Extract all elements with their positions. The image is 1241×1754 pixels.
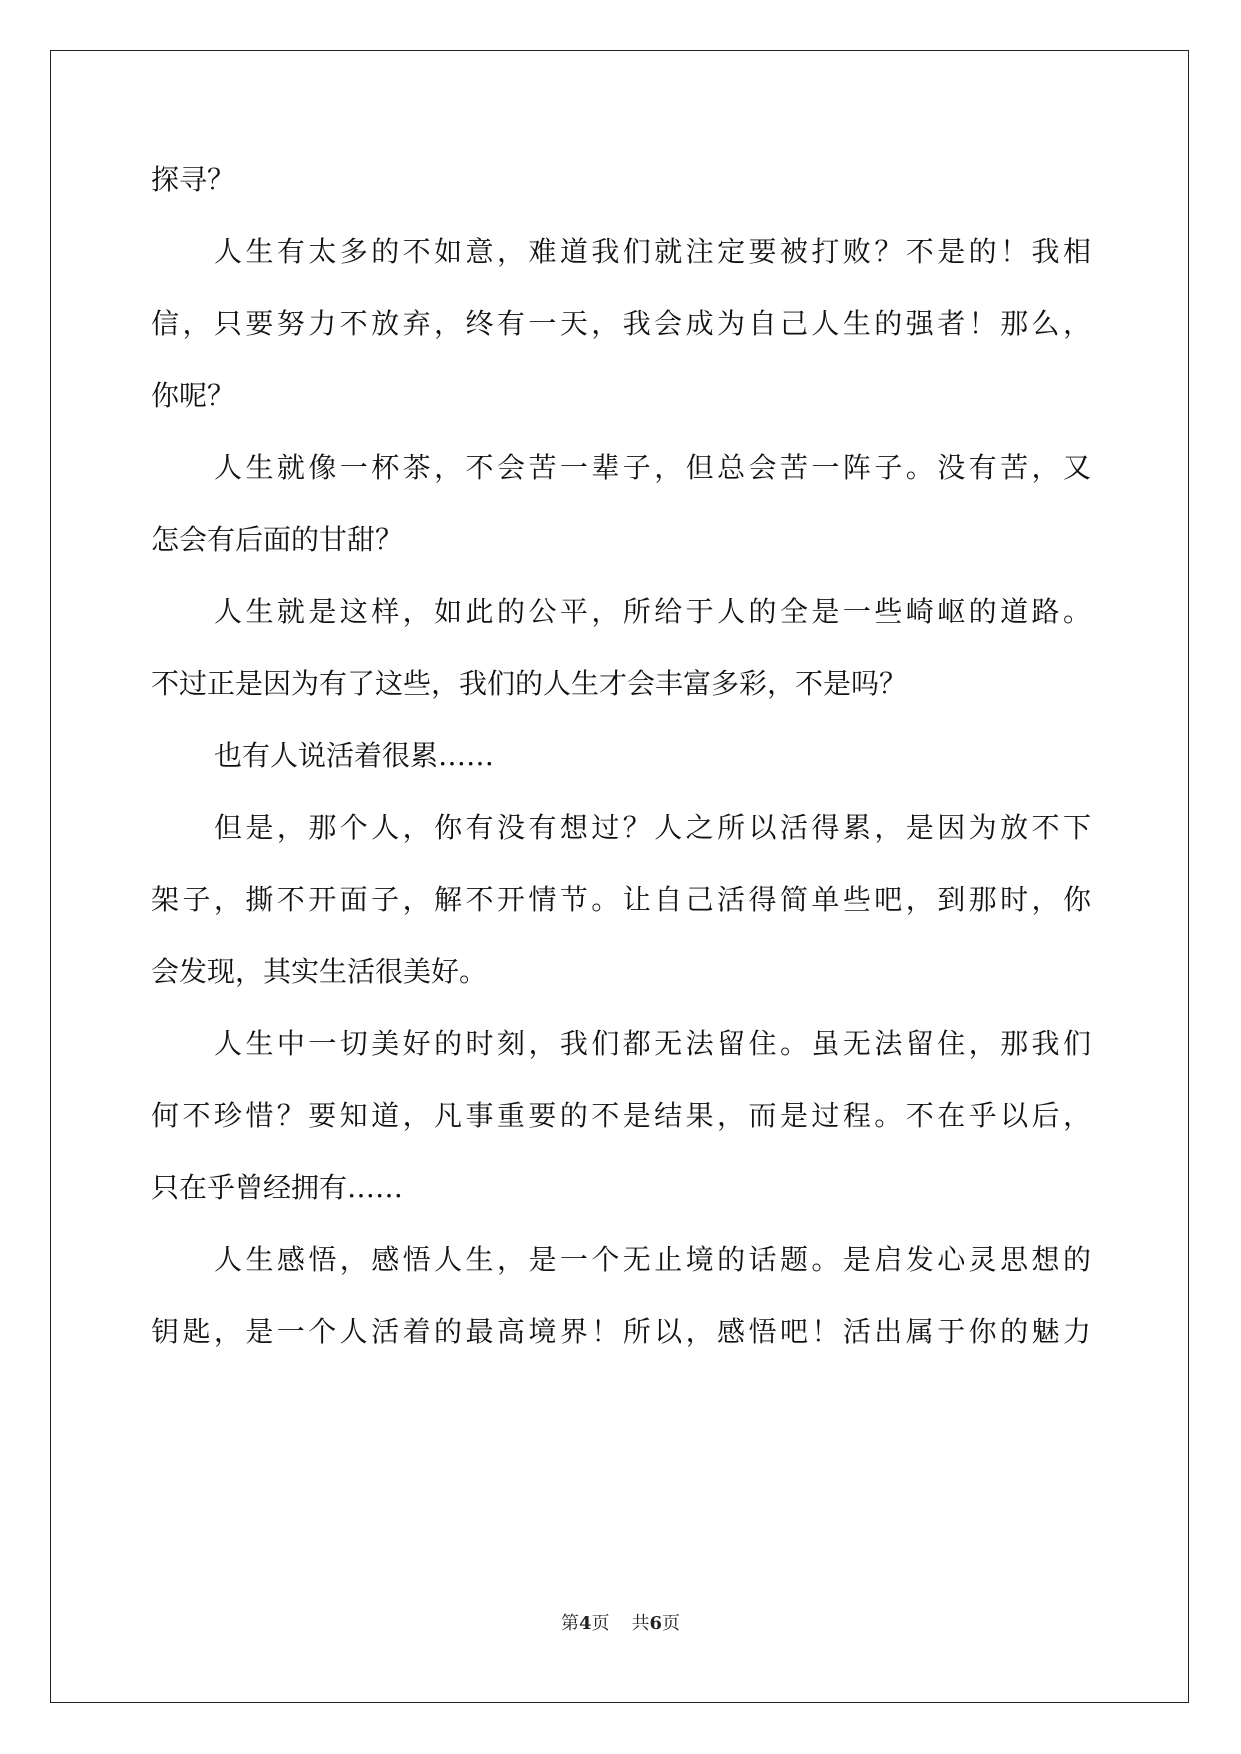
text-line: 你呢？ xyxy=(151,379,236,412)
text-line: 会发现，其实生活很美好。 xyxy=(151,955,488,988)
page-number-current: 4 xyxy=(578,1613,592,1634)
total-prefix: 共 xyxy=(631,1613,650,1634)
text-line: 架子，撕不开面子，解不开情节。让自己活得简单些吧，到那时，你 xyxy=(151,883,1091,916)
text-line: 只在乎曾经拥有…… xyxy=(151,1171,404,1204)
page-footer xyxy=(0,1612,1241,1636)
text-line: 也有人说活着很累…… xyxy=(214,739,495,772)
text-line: 信，只要努力不放弃，终有一天，我会成为自己人生的强者！那么， xyxy=(151,307,1091,340)
text-line: 怎会有后面的甘甜？ xyxy=(151,523,404,556)
text-line: 探寻？ xyxy=(151,163,236,196)
text-line: 人生感悟，感悟人生，是一个无止境的话题。是启发心灵思想的 xyxy=(214,1243,1091,1276)
text-line: 钥匙，是一个人活着的最高境界！所以，感悟吧！活出属于你的魅力 xyxy=(151,1315,1091,1348)
page-prefix: 第 xyxy=(560,1613,579,1634)
page-border xyxy=(50,50,1189,1703)
text-line: 人生中一切美好的时刻，我们都无法留住。虽无法留住，那我们 xyxy=(214,1027,1091,1060)
text-line: 人生就是这样，如此的公平，所给于人的全是一些崎岖的道路。 xyxy=(214,595,1091,628)
text-line: 人生就像一杯茶，不会苦一辈子，但总会苦一阵子。没有苦，又 xyxy=(214,451,1091,484)
text-line: 但是，那个人，你有没有想过？人之所以活得累，是因为放不下 xyxy=(214,811,1091,844)
page-suffix: 页 xyxy=(591,1613,610,1634)
total-suffix: 页 xyxy=(662,1613,681,1634)
text-line: 不过正是因为有了这些，我们的人生才会丰富多彩，不是吗？ xyxy=(151,667,908,700)
text-line: 何不珍惜？要知道，凡事重要的不是结果，而是过程。不在乎以后， xyxy=(151,1099,1091,1132)
page-number-total: 6 xyxy=(649,1613,663,1634)
text-line: 人生有太多的不如意，难道我们就注定要被打败？不是的！我相 xyxy=(214,235,1091,268)
